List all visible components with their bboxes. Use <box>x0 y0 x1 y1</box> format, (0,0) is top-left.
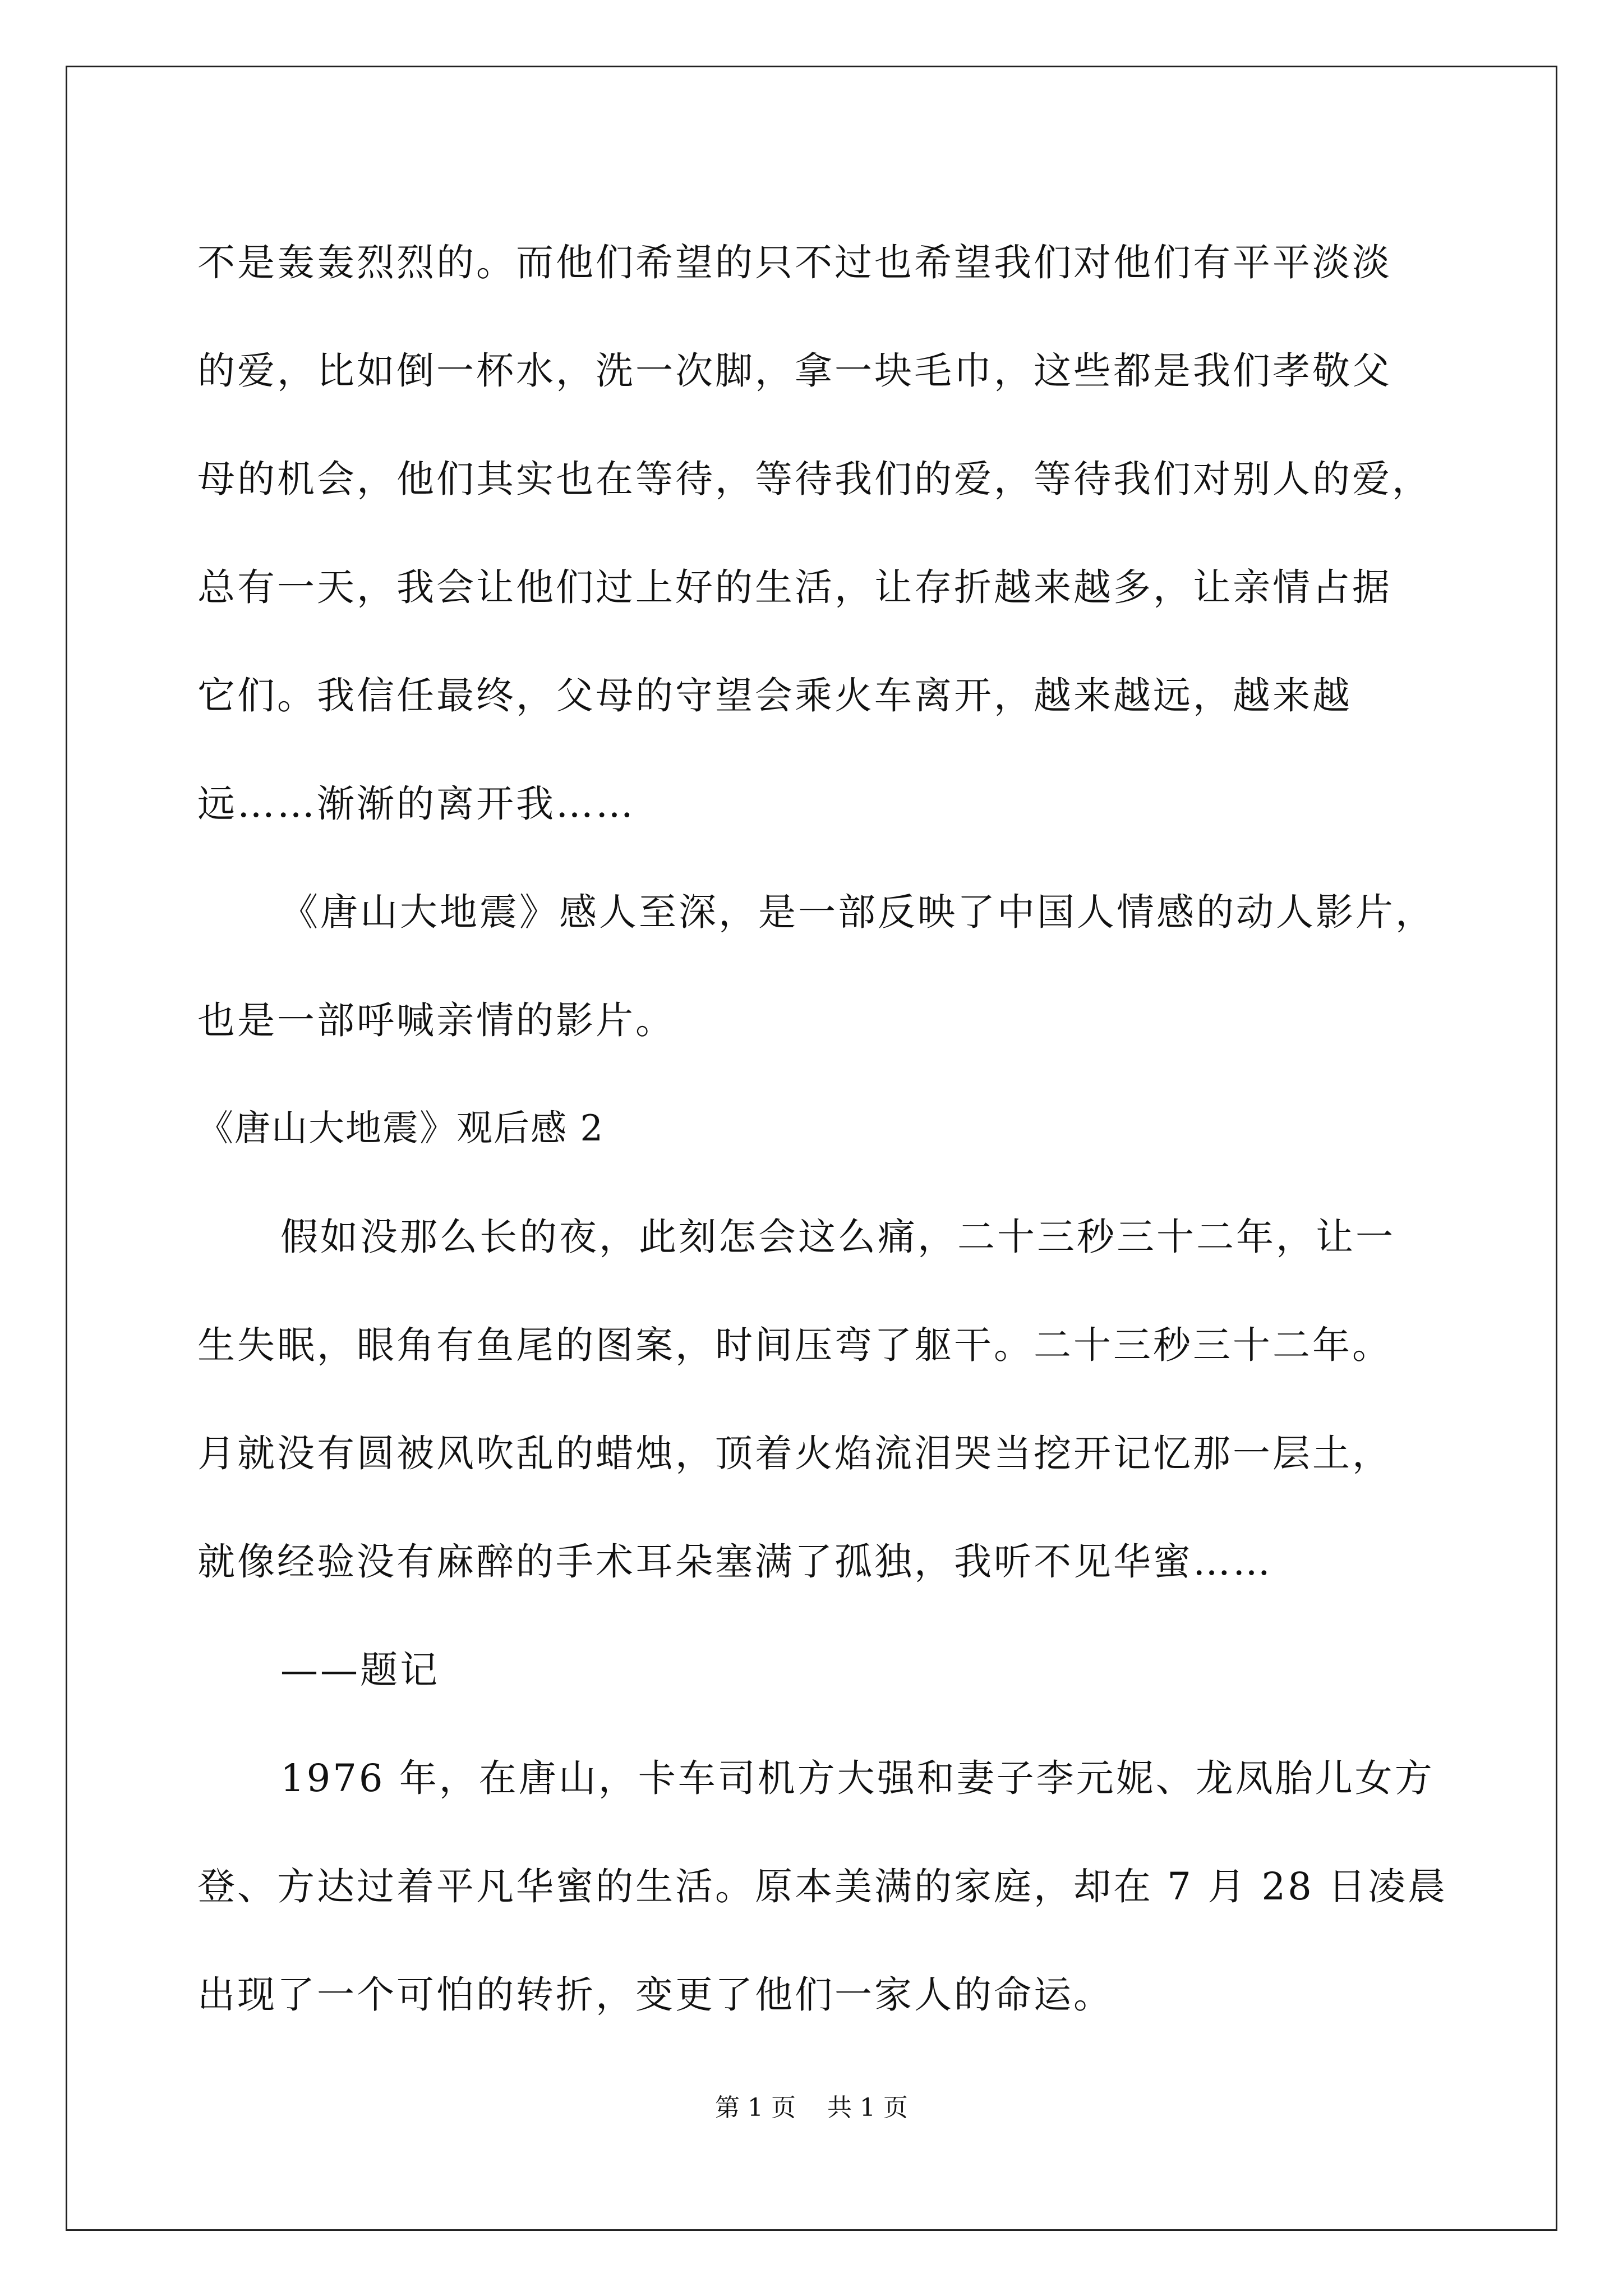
paragraph-story <box>197 1724 1459 2049</box>
paragraph-continuation <box>197 209 1459 858</box>
section-heading <box>197 1075 1459 1183</box>
text-line: 月就没有圆被风吹乱的蜡烛，顶着火焰流泪哭当挖开记忆那一层土， <box>197 1432 1392 1475</box>
text-line: 母的机会，他们其实也在等待，等待我们的爱，等待我们对别人的爱， <box>197 457 1432 501</box>
paragraph-summary <box>197 858 1459 1075</box>
text-line: ——题记 <box>280 1648 440 1692</box>
paragraph-lyrics <box>197 1183 1459 1616</box>
text-line: 登、方达过着平凡华蜜的生活。原本美满的家庭，却在 7 月 28 日凌晨 <box>197 1865 1448 1908</box>
text-line: 的爱，比如倒一杯水，洗一次脚，拿一块毛巾，这些都是我们孝敬父 <box>197 349 1392 393</box>
page-number-footer: 第 1 页 共 1 页 <box>715 2093 908 2122</box>
text-line: 出现了一个可怕的转折，变更了他们一家人的命运。 <box>197 1973 1113 2017</box>
paragraph-epigraph-note <box>197 1616 1459 1724</box>
text-line: 假如没那么长的夜，此刻怎会这么痛，二十三秒三十二年，让一 <box>280 1215 1395 1259</box>
text-line: 它们。我信任最终，父母的守望会乘火车离开，越来越远，越来越 <box>197 674 1352 717</box>
text-line: 《唐山大地震》感人至深，是一部反映了中国人情感的动人影片， <box>280 890 1435 934</box>
document-body <box>197 209 1459 2049</box>
text-line: 不是轰轰烈烈的。而他们希望的只不过也希望我们对他们有平平淡淡 <box>197 241 1392 284</box>
text-line: 远……渐渐的离开我…… <box>197 782 635 826</box>
text-line: 也是一部呼喊亲情的影片。 <box>197 999 675 1042</box>
text-line: 总有一天，我会让他们过上好的生活，让存折越来越多，让亲情占据 <box>197 565 1392 609</box>
text-line: 1976 年，在唐山，卡车司机方大强和妻子李元妮、龙凤胎儿女方 <box>280 1756 1435 1800</box>
heading-text: 《唐山大地震》观后感 2 <box>197 1108 605 1149</box>
text-line: 就像经验没有麻醉的手术耳朵塞满了孤独，我听不见华蜜…… <box>197 1540 1272 1584</box>
text-line: 生失眠，眼角有鱼尾的图案，时间压弯了躯干。二十三秒三十二年。 <box>197 1323 1392 1367</box>
